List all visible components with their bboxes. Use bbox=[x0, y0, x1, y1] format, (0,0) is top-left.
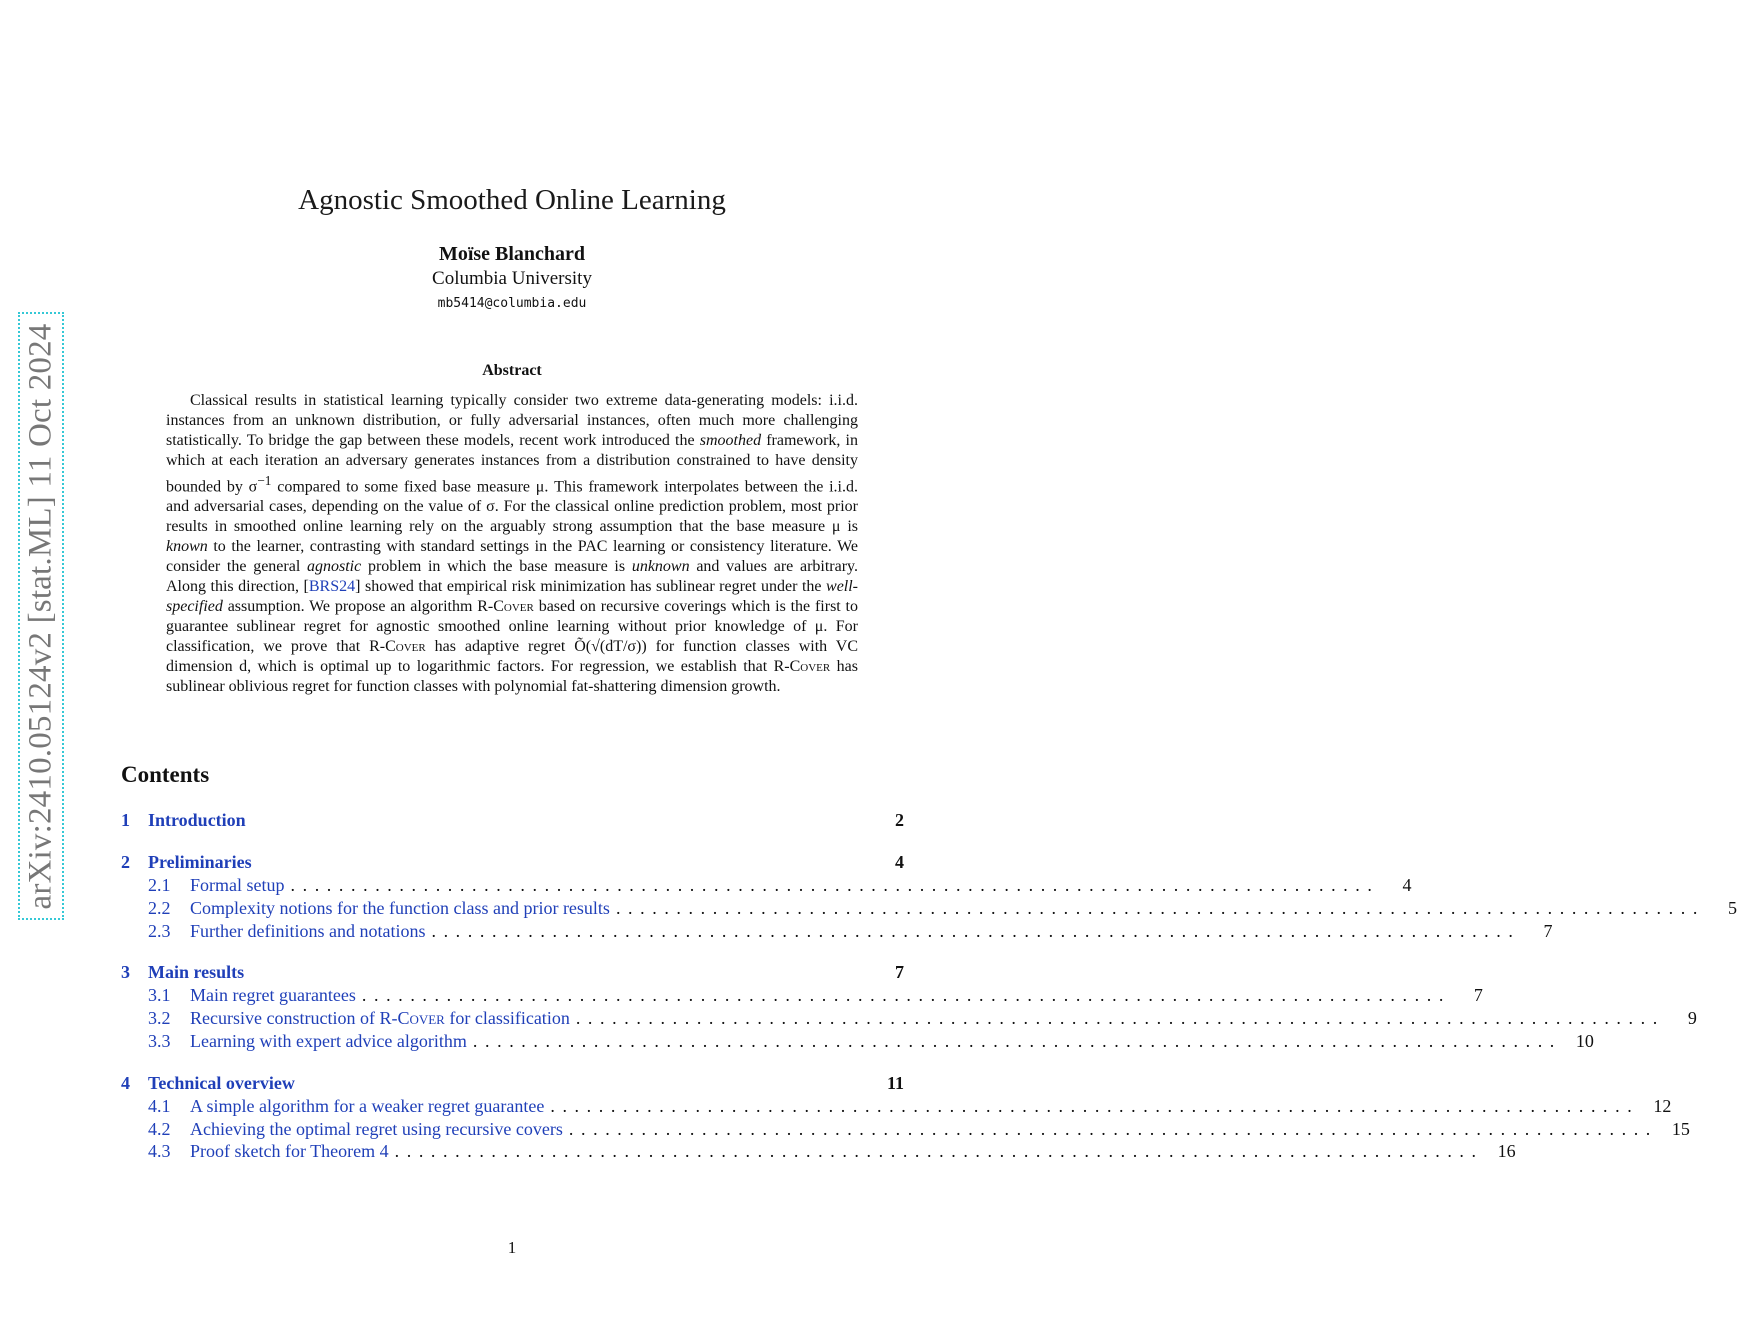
emph-smoothed: smoothed bbox=[699, 432, 762, 449]
toc-subsection-main-regret[interactable]: 3.1 Main regret guarantees .......................................................................................... 7 bbox=[148, 985, 1483, 1006]
paper-title: Agnostic Smoothed Online Learning bbox=[298, 184, 726, 216]
toc-subsection-optimal-regret[interactable]: 4.2 Achieving the optimal regret using recursive covers .......................................................................................... 15 bbox=[148, 1118, 1690, 1139]
toc-section-preliminaries[interactable]: 2 Preliminaries 4 bbox=[121, 852, 904, 872]
contents-heading: Contents bbox=[121, 762, 210, 787]
arxiv-identifier: arXiv:2410.05124v2 [stat.ML] 11 Oct 2024 bbox=[22, 322, 59, 910]
emph-well-specified: well-specified bbox=[166, 578, 859, 616]
table-of-contents bbox=[121, 806, 1737, 1163]
toc-subsection-further-definitions[interactable]: 2.3 Further definitions and notations .......................................................................................... 7 bbox=[148, 920, 1553, 941]
abstract-heading: Abstract bbox=[482, 362, 542, 379]
toc-subsection-expert-advice[interactable]: 3.3 Learning with expert advice algorithm .......................................................................................... 10 bbox=[148, 1030, 1594, 1051]
toc-section-introduction[interactable]: 1 Introduction 2 bbox=[121, 810, 904, 830]
author-affiliation: Columbia University bbox=[432, 268, 592, 289]
toc-subsection-proof-sketch[interactable]: 4.3 Proof sketch for Theorem 4 .......................................................................................... 16 bbox=[148, 1141, 1516, 1162]
emph-known: known bbox=[166, 538, 208, 556]
toc-section-main-results[interactable]: 3 Main results 7 bbox=[121, 962, 904, 983]
algorithm-name: R-Cover bbox=[477, 598, 534, 616]
toc-subsection-complexity-notions[interactable]: 2.2 Complexity notions for the function class and prior results .......................................................................................... 5 bbox=[148, 897, 1737, 918]
emph-unknown: unknown bbox=[631, 558, 690, 576]
toc-section-technical-overview[interactable]: 4 Technical overview 11 bbox=[121, 1072, 904, 1093]
abstract-body: Classical results in statistical learning typically consider two extreme data-generating models: i.i.d. instances from an unknown distribution, or fully adversarial instances, often much more challenging statistically. To bridge the gap between these models, recent work introduced the smoothed framework, in which at each iteration an adversary generates instances from a distribution constrained to have density bounded by $\sigma^{-1}$ compared to some fixed base measure μ. This framework interpolates between the i.i.d. and adversarial cases, depending on the value of σ. For the classical online prediction problem, most prior results in smoothed online learning rely on the arguably strong assumption that the base measure μ is known to the learner, contrasting with standard settings in the PAC learning or consistency literature. We consider the general agnostic problem in which the base measure is unknown and values are arbitrary. Along this direction, [BRS24] showed that empirical risk minimization has sublinear regret under the well-specified assumption. We propose an algorithm R-Cover based on recursive coverings which is the first to guarantee sublinear regret for agnostic smoothed online learning without prior knowledge of μ. For classification, we prove that R-Cover has adaptive regret Õ(√(dT/σ)) for function classes with VC dimension d, which is optimal up to logarithmic factors. For regression, we establish that R-Cover has sublinear oblivious regret for function classes with polynomial fat-shattering dimension growth. bbox=[166, 392, 859, 696]
author-email[interactable]: mb5414@columbia.edu bbox=[437, 296, 587, 311]
emph-agnostic: agnostic bbox=[307, 558, 362, 576]
toc-subsection-simple-algorithm[interactable]: 4.1 A simple algorithm for a weaker regret guarantee .......................................................................................... 12 bbox=[148, 1095, 1672, 1116]
citation-link[interactable]: BRS24 bbox=[308, 578, 356, 596]
toc-subsection-recursive-construction[interactable]: 3.2 Recursive construction of R-Cover for classification .......................................................................................... 9 bbox=[148, 1008, 1697, 1029]
arxiv-stamp[interactable] bbox=[18, 312, 64, 920]
page-number: 1 bbox=[507, 1238, 517, 1257]
author-name: Moïse Blanchard bbox=[438, 243, 586, 265]
toc-subsection-formal-setup[interactable]: 2.1 Formal setup .......................................................................................... 4 bbox=[148, 875, 1412, 895]
